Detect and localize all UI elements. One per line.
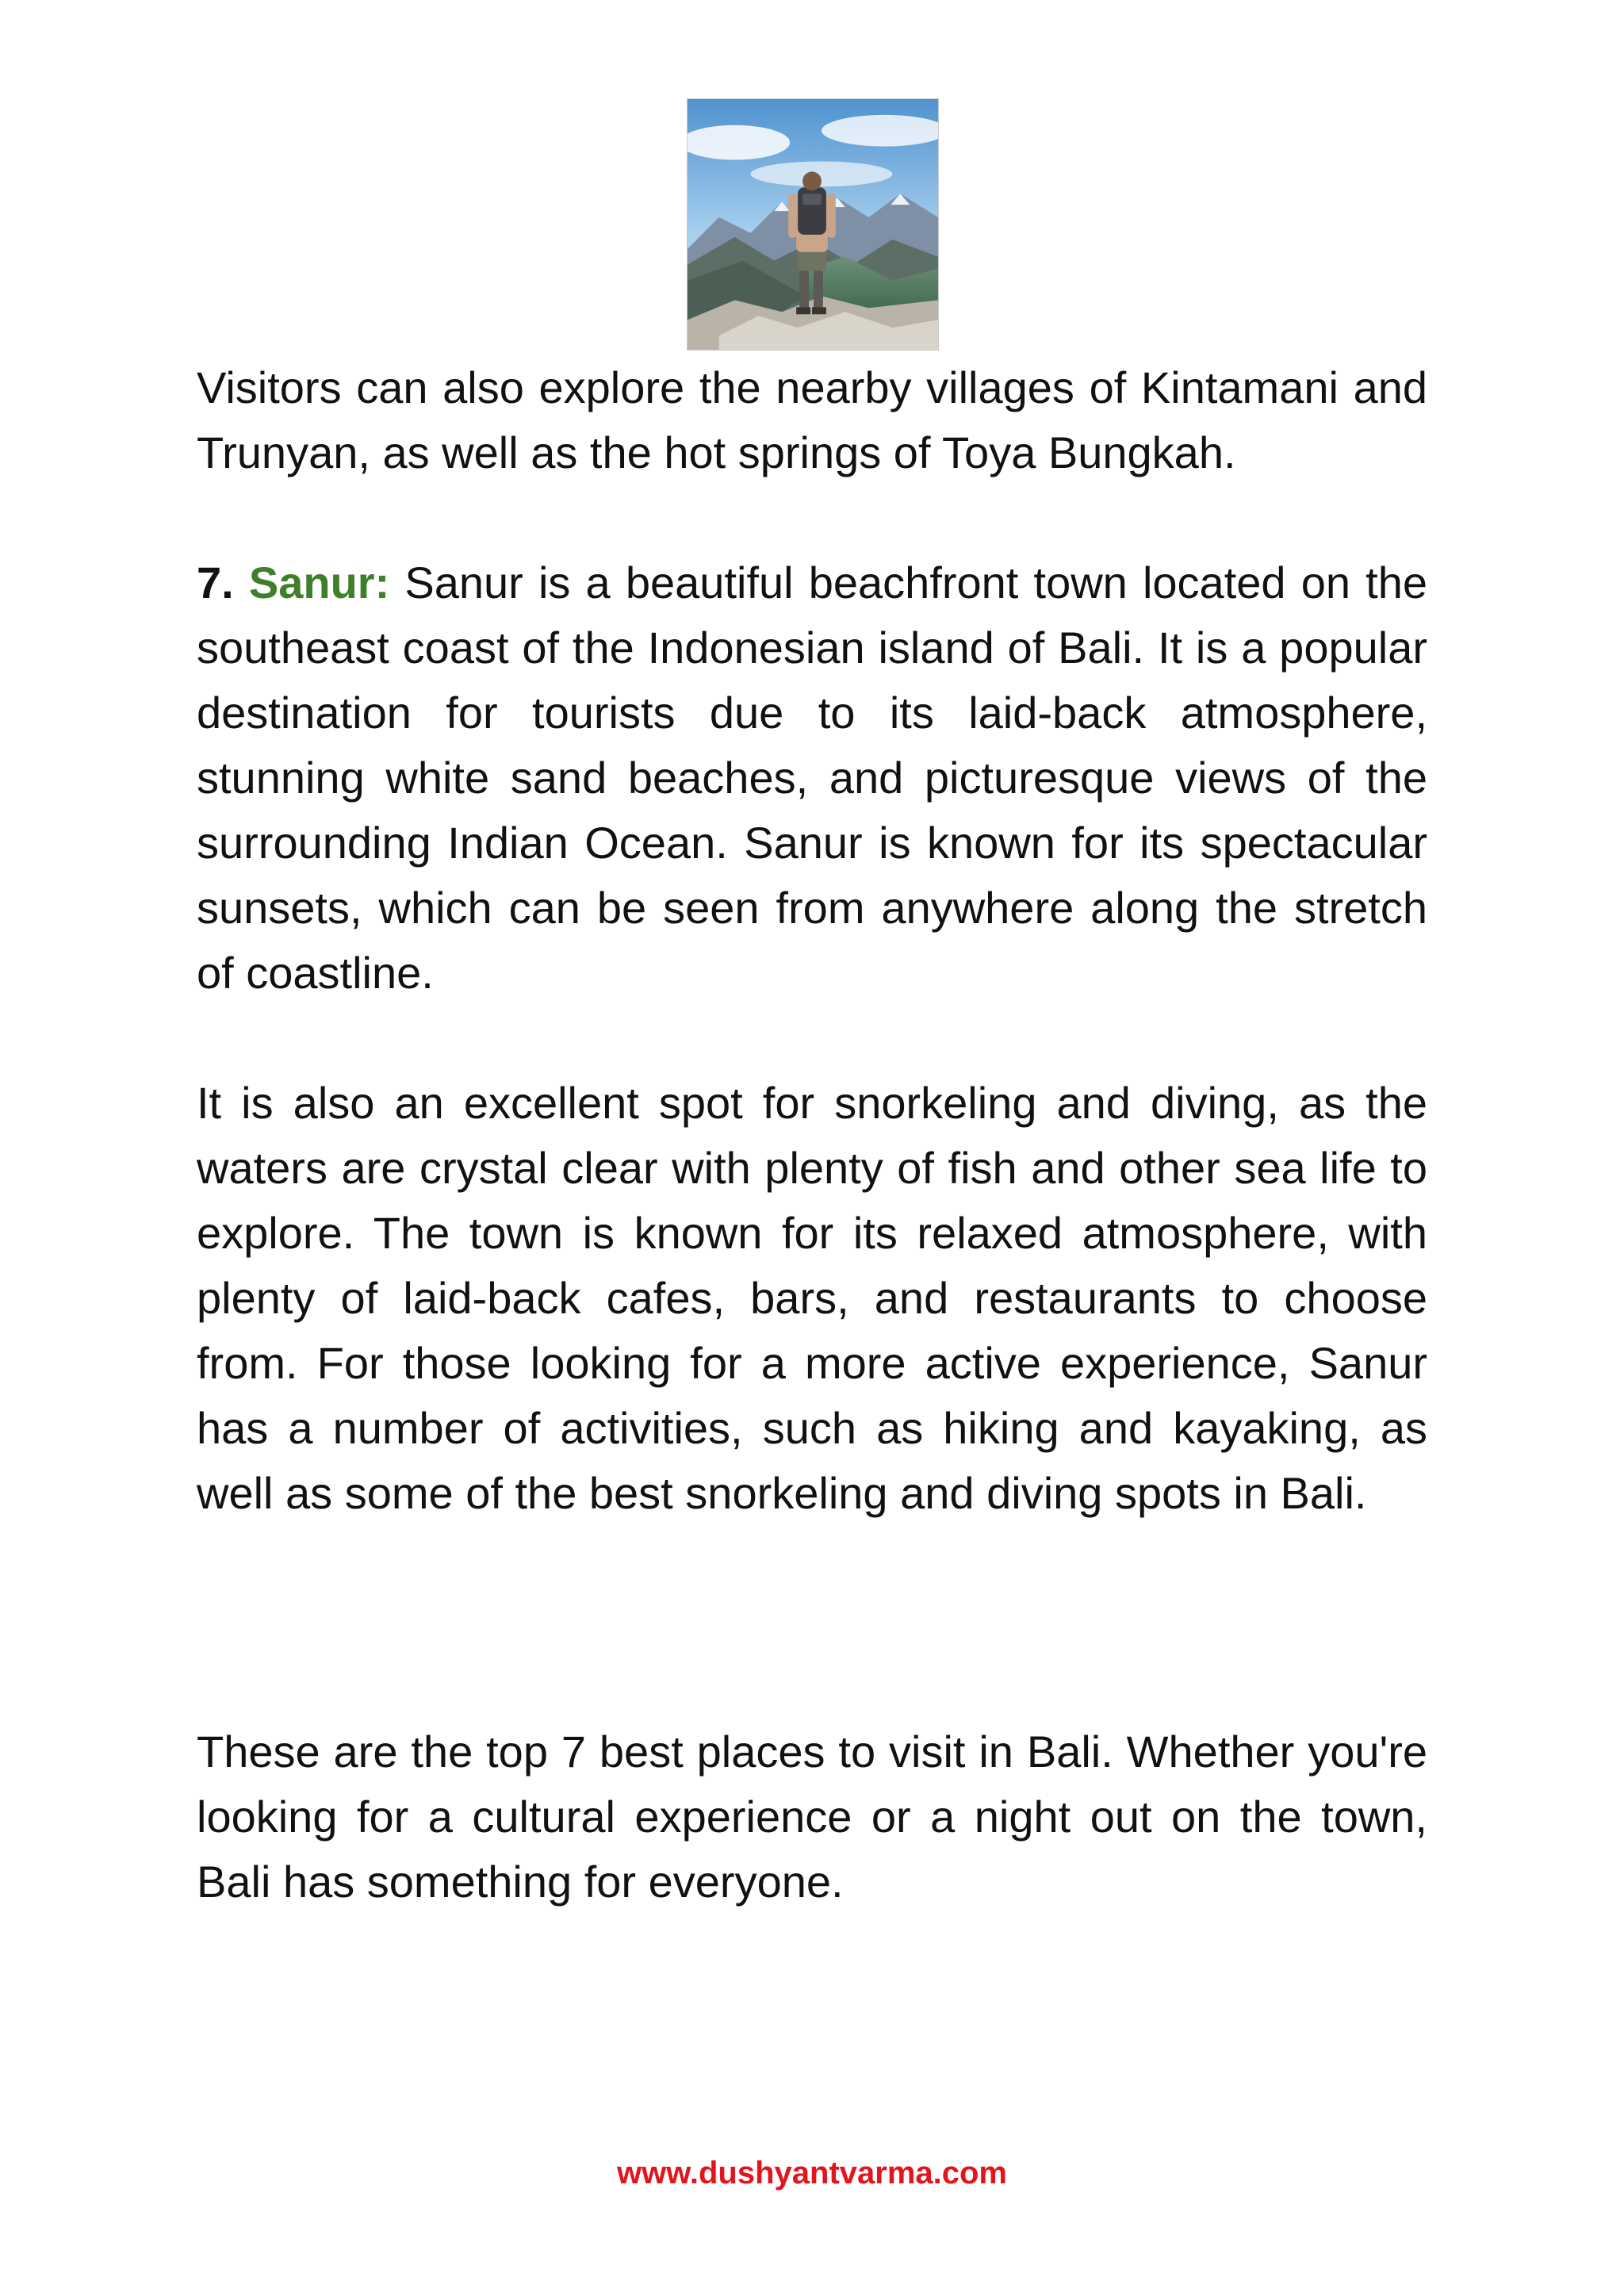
place-heading-sanur: Sanur: — [248, 558, 390, 608]
paragraph-conclusion: These are the top 7 best places to visit in Bali. Whether you're looking for a cultural experience or a night out on the town, Bali has something for everyone. — [197, 1727, 1427, 1907]
sanur-description: Sanur is a beautiful beachfront town located on the southeast coast of the Indonesian island of Bali. It is a popular destination for tourists due to its laid-back atmosphere, stunning white sand beaches, and picturesque views of the surrounding Indian Ocean. Sanur is known for its spectacular sunsets, which can be seen from anywhere along the stretch of coastline. — [197, 558, 1427, 998]
footer-website-link[interactable]: www.dushyantvarma.com — [617, 2156, 1007, 2191]
paragraph-kintamani-trunyan: Visitors can also explore the nearby villages of Kintamani and Trunyan, as well as the hot springs of Toya Bungkah. — [197, 362, 1427, 477]
list-number: 7. — [197, 558, 234, 608]
hiker-on-mountain-image — [687, 98, 939, 351]
hiker-illustration — [688, 99, 938, 350]
paragraph-sanur-intro — [197, 550, 1427, 1006]
paragraph-sanur-activities: It is also an excellent spot for snorkeling and diving, as the waters are crystal clear with plenty of fish and other sea life to explore. The town is known for its relaxed atmosphere, with plenty of laid-back cafes, bars, and restaurants to choose from. For those looking for a more active experience, Sanur has a number of activities, such as hiking and kayaking, as well as some of the best snorkeling and diving spots in Bali. — [197, 1078, 1427, 1518]
